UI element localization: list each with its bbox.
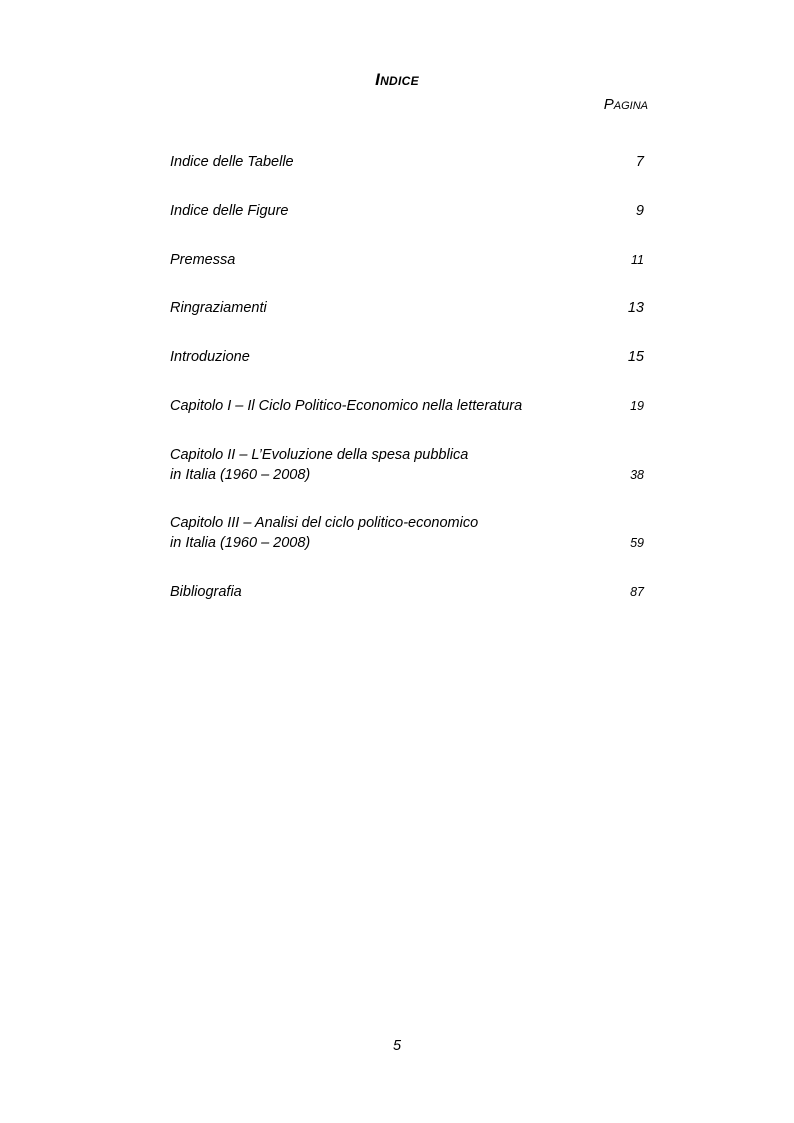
toc-entry-title [170,250,590,270]
toc-entry-title [170,445,590,485]
toc-entry-page: 19 [630,399,644,413]
toc-entry-title [170,298,590,318]
toc-entry-line: in Italia (1960 – 2008) [170,535,311,551]
toc-entry-capitolo-1 [170,396,646,416]
toc-entry-line: Introduzione [170,349,250,365]
toc-entry-premessa [170,250,646,270]
toc-entry-page: 13 [627,300,644,316]
toc-entry-page: 7 [635,154,644,170]
toc-entry-title [170,396,590,416]
toc-entry-page: 9 [635,203,644,219]
toc-entry-title [170,152,590,172]
index-title: Indice [375,70,419,89]
toc-entry-title [170,513,590,553]
toc-entry-line: in Italia (1960 – 2008) [170,467,311,483]
toc-entry-page: 11 [631,253,644,267]
toc-entry-capitolo-3 [170,513,646,553]
toc-entry-capitolo-2 [170,445,646,485]
toc-entry-indice-tabelle [170,152,646,172]
page-number: 5 [392,1038,402,1054]
toc-entry-title [170,582,590,602]
toc-entry-indice-figure [170,201,646,221]
toc-entry-line: Premessa [170,252,236,268]
toc-entry-introduzione [170,347,646,367]
toc-entry-page: 59 [630,536,644,550]
toc-entry-line: Capitolo I – Il Ciclo Politico-Economico nella letteratura [170,398,523,414]
toc-entry-bibliografia [170,582,646,602]
toc-entry-page: 38 [630,468,644,482]
toc-entry-line: Capitolo II – L’Evoluzione della spesa pubblica [170,447,469,463]
page-column-label: Pagina [603,96,648,113]
toc-entry-line: Ringraziamenti [170,300,267,316]
toc-entry-title [170,201,590,221]
toc-entry-line: Indice delle Tabelle [170,154,294,170]
toc-entry-ringraziamenti [170,298,646,318]
toc-entry-line: Indice delle Figure [170,203,289,219]
toc-entry-title [170,347,590,367]
toc-entry-line: Bibliografia [170,584,242,600]
toc-entry-line: Capitolo III – Analisi del ciclo politico-economico [170,515,479,531]
toc-entry-page: 15 [627,349,644,365]
toc-entry-page: 87 [630,585,644,599]
